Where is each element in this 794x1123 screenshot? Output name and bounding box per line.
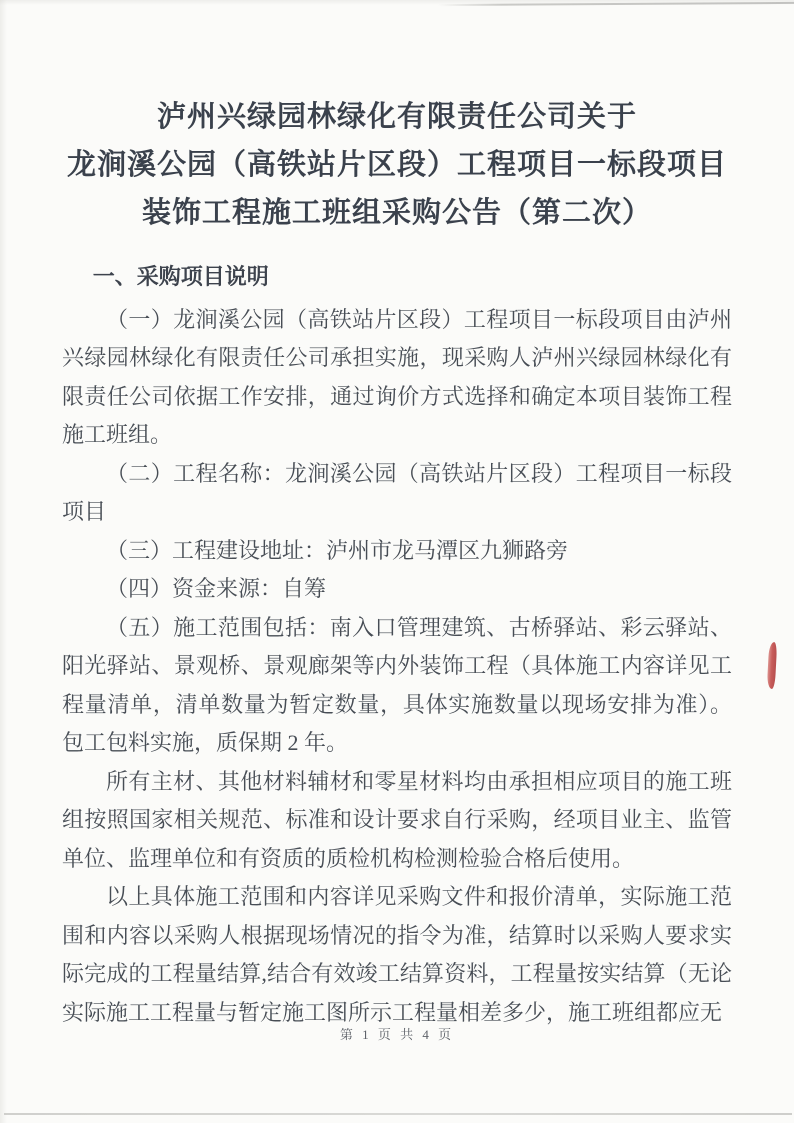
paragraph-item-1: （一）龙涧溪公园（高铁站片区段）工程项目一标段项目由泸州兴绿园林绿化有限责任公司承担实施，现采购人泸州兴绿园林绿化有限责任公司依据工作安排，通过询价方式选择和确定本项目装饰工程施工班组。 [62, 306, 732, 447]
paragraph-item-5: （五）施工范围包括：南入口管理建筑、古桥驿站、彩云驿站、阳光驿站、景观桥、景观廊架等内外装饰工程（具体施工内容详见工程量清单，清单数量为暂定数量，具体实施数量以现场安排为准）。包工包料实施，质保期 2 年。 [62, 614, 732, 755]
scanner-edge-artifact-top [438, 2, 794, 6]
page-number-footer: 第 1 页 共 4 页 [339, 1027, 455, 1042]
paragraph-item-7: 以上具体施工范围和内容详见采购文件和报价清单，实际施工范围和内容以采购人根据现场情况的指令为准，结算时以采购人要求实际完成的工程量结算,结合有效竣工结算资料，工程量按实结算（无论实际施工工程量与暂定施工图所示工程量相差多少，施工班组都应无 [62, 884, 732, 1025]
red-stamp-edge-mark [767, 642, 777, 689]
document-title [40, 93, 754, 237]
paragraph-item-3: （三）工程建设地址：泸州市龙马潭区九狮路旁 [106, 537, 569, 563]
document-title-line-2: 龙涧溪公园（高铁站片区段）工程项目一标段项目 [66, 149, 727, 181]
section-heading: 一、采购项目说明 [92, 264, 269, 289]
document-title-line-3: 装饰工程施工班组采购公告（第二次） [141, 197, 652, 229]
paragraph-item-2: （二）工程名称：龙涧溪公园（高铁站片区段）工程项目一标段项目 [62, 460, 732, 524]
paragraph-item-4: （四）资金来源：自筹 [106, 576, 327, 601]
scanner-edge-artifact-bottom [4, 1113, 792, 1115]
document-title-line-1: 泸州兴绿园林绿化有限责任公司关于 [156, 101, 637, 133]
document-body [62, 258, 732, 1032]
paragraph-item-6: 所有主材、其他材料辅材和零星材料均由承担相应项目的施工班组按照国家相关规范、标准和设计要求自行采购，经项目业主、监管单位、监理单位和有资质的质检机构检测检验合格后使用。 [62, 768, 732, 871]
